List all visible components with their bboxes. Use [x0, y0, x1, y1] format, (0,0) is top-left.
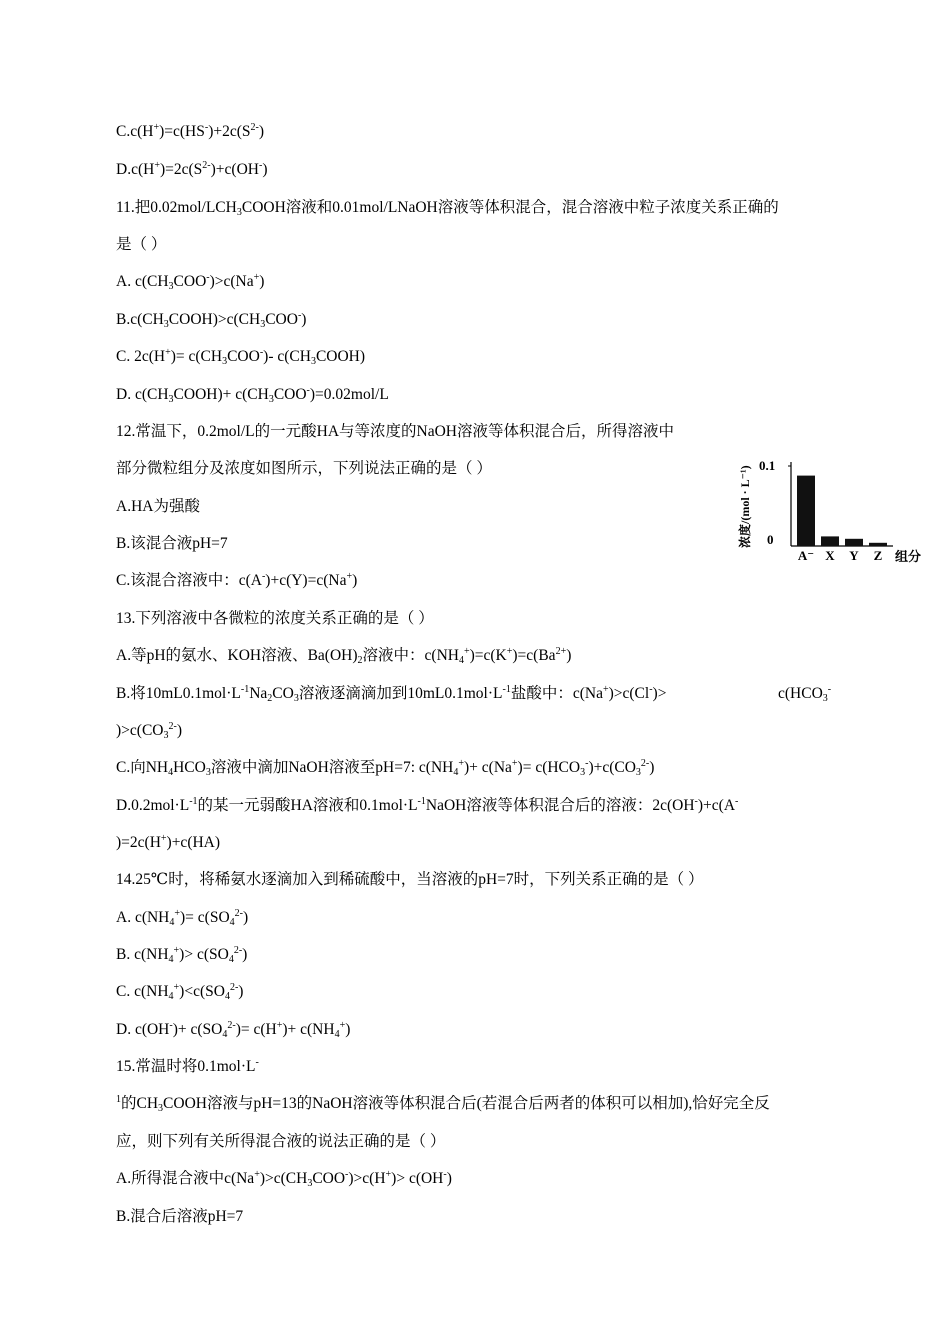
x-tick-labels	[798, 548, 883, 563]
q11-option-a: A. $c(CH_3COO^-)>c(Na^+)$	[116, 272, 265, 292]
question-14-stem: 14.25℃时，将稀氨水逐滴加入到稀硫酸中，当溶液的pH=7时，下列关系正确的是（ ）	[116, 871, 704, 888]
x-tick-label-3: Z	[873, 548, 883, 563]
x-tick-label-2: Y	[849, 548, 859, 563]
q13-option-d-cont: )=2c(H+)+c(HA)	[116, 833, 221, 851]
y-tick-label-zero: 0	[767, 532, 774, 547]
q12-option-c: C.该混合溶液中：c(A-)+c(Y)=c(Na+)	[116, 571, 358, 589]
q13-option-a: A.等pH的氨水、KOH溶液、$Ba(OH)_2$溶液中：$c(NH_4^+)=c(K^+)=c(Ba^{2+})$	[116, 646, 572, 666]
q13-option-b-cont: )$>c(CO_3^{2-})$	[116, 721, 182, 741]
concentration-bar-chart	[735, 448, 935, 576]
line-d-option-10: $D.c(H^+)=2c(S^{2-})+c(OH^-)$	[116, 160, 268, 178]
question-12-stem: 12.常温下，0.2mol/L的一元酸HA与等浓度的NaOH溶液等体积混合后，所得溶液中	[116, 423, 674, 440]
x-tick-label-0: A⁻	[797, 548, 815, 563]
q15-option-b: B.混合后溶液pH=7	[116, 1208, 244, 1225]
bar-3	[869, 543, 887, 546]
bar-2	[845, 539, 863, 546]
bar-0	[797, 476, 815, 546]
x-axis-label: 组分	[895, 549, 922, 564]
question-11-stem-cont: 是（ ）	[116, 236, 167, 253]
q13-option-b-tail: $c(HCO_3^-$	[778, 684, 832, 704]
line-c-option-10: $C.c(H^+)=c(HS^-)+2c(S^{2-})$	[116, 122, 265, 140]
q14-option-b: B. $c(NH_4^+)> c(SO_4^{2-})$	[116, 945, 248, 965]
q12-option-b: B.该混合液pH=7	[116, 535, 228, 552]
y-axis-label: 浓度/(mol · L⁻¹)	[738, 465, 752, 548]
q13-option-c: C.向$NH_4HCO_3$溶液中滴加NaOH溶液至pH=7: $c(NH_4^+)+ c(Na^+)= c(HCO_3^-)+c(CO_3^{2-})$	[116, 758, 655, 778]
question-15-stem-cont-2: 应，则下列有关所得混合液的说法正确的是（ ）	[116, 1133, 446, 1150]
x-tick-label-1: X	[825, 548, 835, 563]
q13-option-b: B.将$10mL0.1mol\cdot L^{-1}Na_2CO_3$溶液逐滴滴加到$10mL0.1mol\cdot L^{-1}$盐酸中：c(Na+)>c(Cl-)>	[116, 684, 667, 704]
bar-1	[821, 536, 839, 546]
q15-option-a: A.所得混合液中$c(Na^+)>c(CH_3COO^-)>c(H^+)> c(OH^-)$	[116, 1169, 452, 1189]
q13-option-d: $D.0.2mol\cdot L^{-1}$的某一元弱酸HA溶液和$0.1mol\cdot L^{-1}NaOH$溶液等体积混合后的溶液：2c(OH-)+c(A-	[116, 796, 739, 814]
q14-option-a: A. $c(NH_4^+)= c(SO_4^{2-})$	[116, 908, 249, 928]
question-15-stem: 15.常温时将0.1mol·L-	[116, 1057, 259, 1075]
y-tick-label-top: 0.1	[759, 458, 776, 473]
q14-option-d: D. $c(OH^-)+ c(SO_4^{2-})= c(H^+)+ c(NH_4^+)$	[116, 1020, 351, 1040]
q11-option-d: D. $c(CH_3COOH)+ c(CH_3COO^-)=0.02mol/L$	[116, 385, 389, 405]
q12-option-a: A.HA为强酸	[116, 498, 200, 515]
question-11-stem: 11.把$0.02mol/LCH_3COOH$溶液和0.01mol/LNaOH溶液等体积混合，混合溶液中粒子浓度关系正确的	[116, 199, 779, 218]
q11-option-b: $B.c(CH_3COOH)>c(CH_3COO^-)$	[116, 310, 307, 330]
question-15-stem-cont-1: $^1$的$CH_3COOH$溶液与pH=13的NaOH溶液等体积混合后(若混合后两者的体积可以相加),恰好完全反	[116, 1094, 770, 1114]
question-13-stem: 13.下列溶液中各微粒的浓度关系正确的是（ ）	[116, 610, 434, 627]
q11-option-c: C. $2c(H^+)= c(CH_3COO^-)-$ $c(CH_3COOH)$	[116, 347, 366, 367]
bars	[797, 476, 887, 546]
q14-option-c: C. $c(NH_4^+)<c(SO_4^{2-})$	[116, 982, 244, 1002]
question-12-stem-cont: 部分微粒组分及浓度如图所示，下列说法正确的是（ ）	[116, 460, 492, 477]
